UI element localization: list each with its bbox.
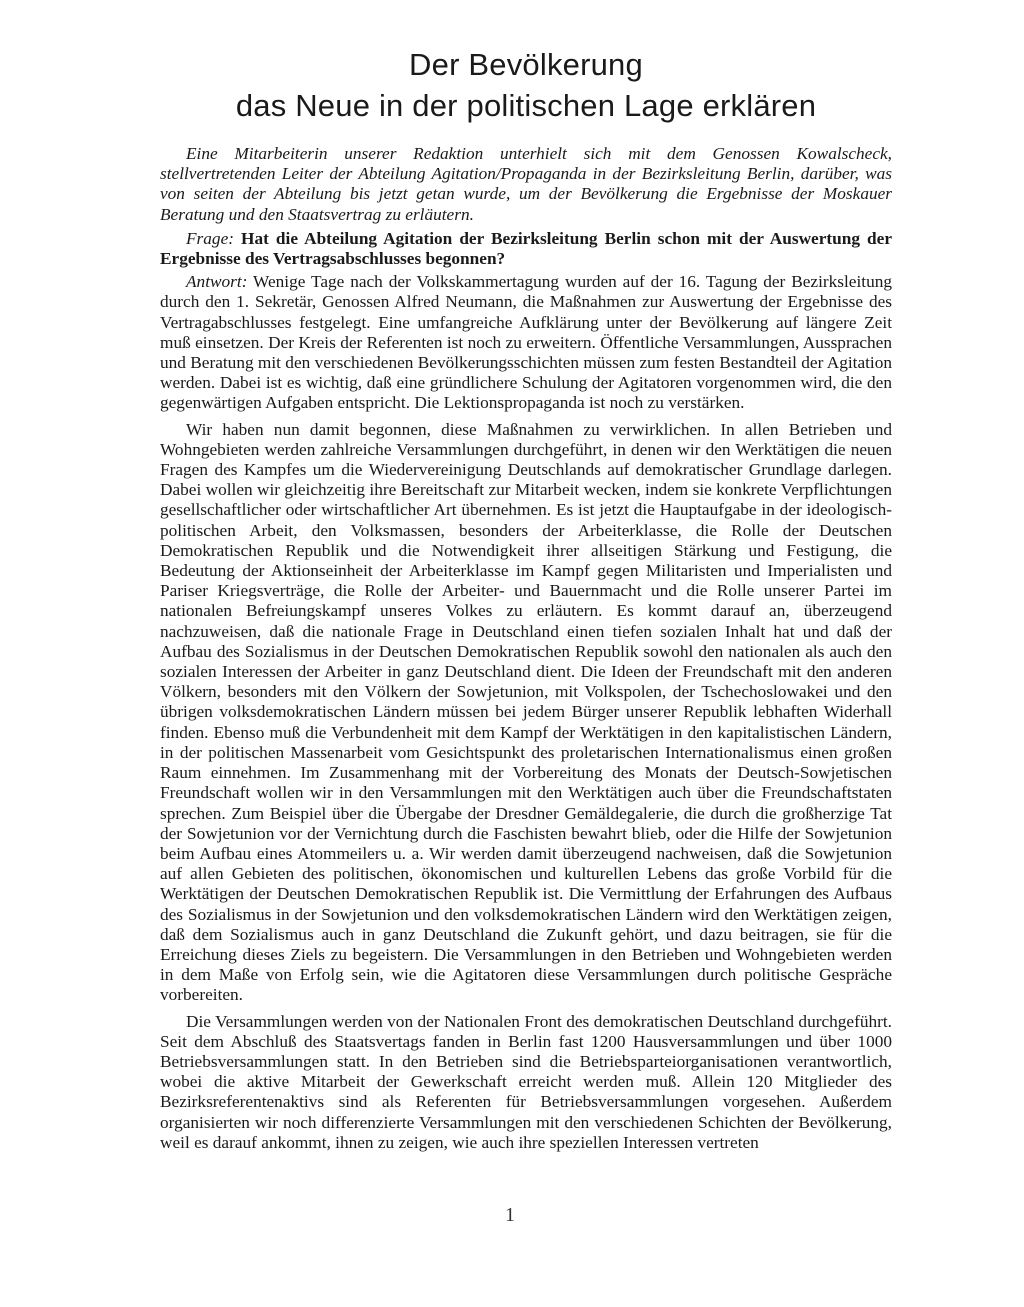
question-label: Frage: bbox=[186, 228, 234, 248]
intro-paragraph: Eine Mitarbeiterin unserer Redaktion unterhielt sich mit dem Genossen Kowalscheck, stellvertretenden Leiter der Abteilung Agitation/Propaganda in der Bezirksleitung Berlin, darüber, was von seiten der Abteilung bis jetzt getan wurde, um der Bevölkerung die Ergebnisse der Moskauer Beratung und den Staatsvertrag zu erläutern. bbox=[160, 144, 892, 224]
body-paragraph-3: Die Versammlungen werden von der Nationalen Front des demokratischen Deutschland durchgeführt. Seit dem Abschluß des Staatsvertags fanden in Berlin fast 1200 Hausversammlungen und über 1000 Betriebsversammlungen statt. In den Betrieben sind die Betriebsparteiorganisationen verantwortlich, wobei die aktive Mitarbeit der Gewerkschaft erreicht werden muß. Allein 120 Mitglieder des Bezirksreferentenaktivs sind als Referenten für Betriebsversammlungen vorgesehen. Außerdem organisierten wir noch differenzierte Versammlungen mit den verschiedenen Schichten der Bevölkerung, weil es darauf ankommt, ihnen zu zeigen, wie auch ihre speziellen Interessen vertreten bbox=[160, 1011, 892, 1152]
body-paragraph-2: Wir haben nun damit begonnen, diese Maßnahmen zu verwirklichen. In allen Betrieben und Wohngebieten werden zahlreiche Versammlungen durchgeführt, in denen wir den Werktätigen die neuen Fragen des Kampfes um die Wiedervereinigung Deutschlands auf demokratischer Grundlage darlegen. Dabei wollen wir gleichzeitig ihre Bereitschaft zur Mitarbeit wecken, indem sie konkrete Verpflichtungen gesellschaftlicher oder wirtschaftlicher Art übernehmen. Es ist jetzt die Hauptaufgabe in der ideologisch-politischen Arbeit, den Volksmassen, besonders der Arbeiterklasse, die Rolle der Deutschen Demokratischen Republik und die Notwendigkeit ihrer allseitigen Stärkung und Festigung, die Bedeutung der Aktionseinheit der Arbeiterklasse im Kampf gegen Militaristen und Imperialisten und Pariser Kriegsverträge, die Rolle der Arbeiter- und Bauernmacht und die Rolle unserer Partei im nationalen Befreiungskampf unseres Volkes zu erläutern. Es kommt darauf an, überzeugend nachzuweisen, daß die nationale Frage in Deutschland einen tiefen sozialen Inhalt hat und daß der Aufbau des Sozialismus in der Deutschen Demokratischen Republik sowohl den nationalen als auch den sozialen Interessen der Arbeiter in ganz Deutschland dient. Die Ideen der Freundschaft mit den anderen Völkern, besonders mit den Völkern der Sowjetunion, mit Volkspolen, der Tschechoslowakei und den übrigen volksdemokratischen Ländern müssen bei jedem Bürger unserer Republik lebhaften Widerhall finden. Ebenso muß die Verbundenheit mit dem Kampf der Werktätigen in den kapitalistischen Ländern, in der politischen Massenarbeit vom Gesichtspunkt des proletarischen Internationalismus einen großen Raum einnehmen. Im Zusammenhang mit der Vorbereitung des Monats der Deutsch-Sowjetischen Freundschaft wollen wir in den Versammlungen mit den Werktätigen auch über die Freundschaftstaten sprechen. Zum Beispiel über die Übergabe der Dresdner Gemäldegalerie, die durch die großherzige Tat der Sowjetunion vor der Vernichtung durch die Faschisten bewahrt blieb, oder die Hilfe der Sowjetunion beim Aufbau eines Atommeilers u. a. Wir werden damit überzeugend nachweisen, daß die Sowjetunion auf allen Gebieten des politischen, ökonomischen und kulturellen Lebens das große Vorbild für die Werktätigen der Deutschen Demokratischen Republik ist. Die Vermittlung der Erfahrungen des Aufbaus des Sozialismus in der Sowjetunion und den volksdemokratischen Ländern wird den Werktätigen zeigen, daß dem Sozialismus auch in ganz Deutschland die Zukunft gehört, und dazu beitragen, sie für die Erreichung dieses Ziels zu begeistern. Die Versammlungen in den Betrieben und Wohngebieten werden in dem Maße von Erfolg sein, wie die Agitatoren diese Versammlungen durch politische Gespräche vorbereiten. bbox=[160, 419, 892, 1005]
title-line-2: das Neue in der politischen Lage erklären bbox=[235, 88, 817, 123]
answer-text: Wenige Tage nach der Volkskammertagung wurden auf der 16. Tagung der Bezirksleitung durch den 1. Sekretär, Genossen Alfred Neumann, die Maßnahmen zur Auswertung der Ergebnisse des Vertragabschlusses festgelegt. Eine umfangreiche Aufklärung unter der Bevölkerung auf längere Zeit muß einsetzen. Der Kreis der Referenten ist noch zu erweitern. Öffentliche Versammlungen, Aussprachen und Beratung mit den verschiedenen Bevölkerungsschichten müssen zum festen Bestandteil der Agitation werden. Dabei ist es wichtig, daß eine gründlichere Schulung der Agitatoren vorgenommen wird, die den gegenwärtigen Aufgaben entspricht. Die Lektionspropaganda ist noch zu verstärken. bbox=[160, 272, 892, 413]
article-body bbox=[160, 144, 892, 1153]
question-text: Hat die Abteilung Agitation der Bezirksleitung Berlin schon mit der Auswertung der Ergebnisse des Vertragsabschlusses begonnen? bbox=[160, 228, 892, 269]
answer-label: Antwort: bbox=[186, 272, 248, 292]
article-title bbox=[160, 44, 892, 126]
title-line-1: Der Bevölkerung bbox=[409, 47, 643, 82]
question-paragraph bbox=[160, 229, 892, 269]
document-page bbox=[160, 44, 892, 1153]
page-mark: 1 bbox=[505, 1204, 515, 1226]
answer-paragraph bbox=[160, 272, 892, 413]
